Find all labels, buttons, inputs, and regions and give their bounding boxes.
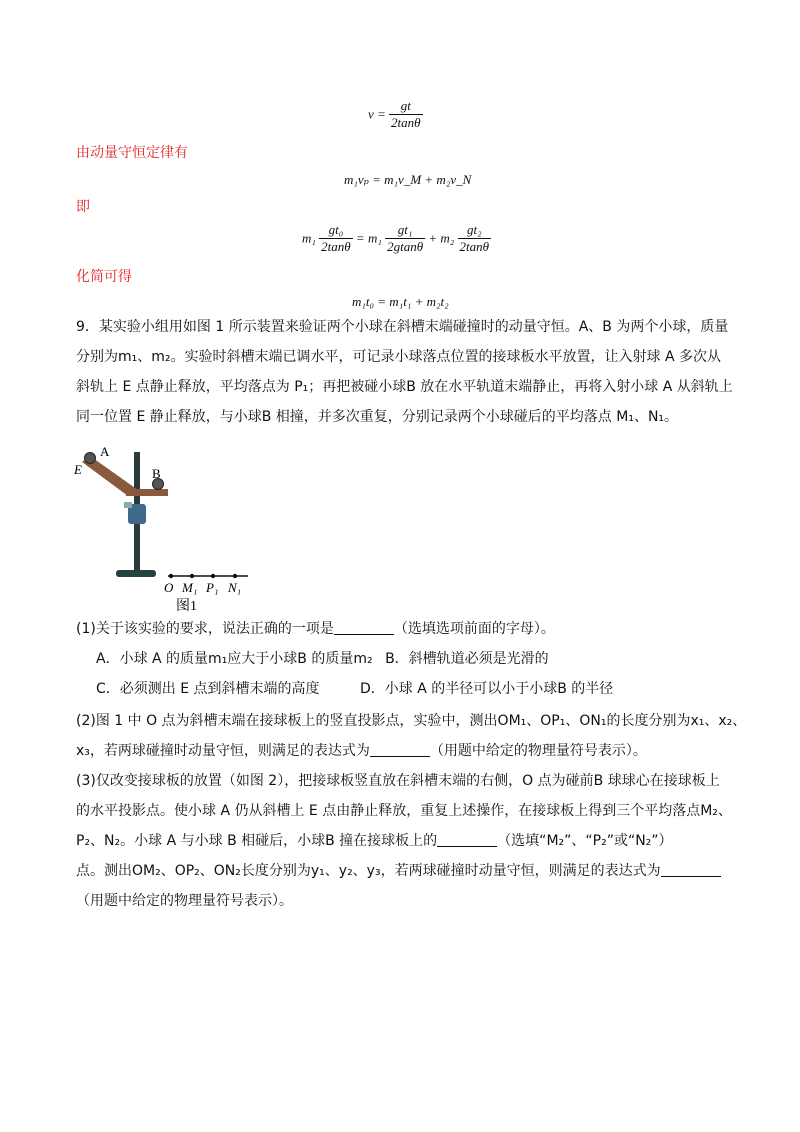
eq-exp-m1: m₁ bbox=[302, 230, 316, 246]
sub-question-1 bbox=[76, 614, 756, 704]
label-b: B bbox=[152, 466, 161, 481]
option-d: D．小球 A 的半径可以小于小球B 的半径 bbox=[359, 681, 614, 697]
sub2-line2 bbox=[76, 736, 766, 766]
label-n1: N₁ bbox=[228, 580, 242, 595]
sub3-line3 bbox=[76, 826, 766, 856]
frac1-num: gt₀ bbox=[319, 222, 353, 239]
frac2-den: 2gtanθ bbox=[387, 239, 424, 254]
q9-line2: 分别为m₁、m₂。实验时斜槽末端已调水平，可记录小球落点位置的接球板水平放置，让入射球 A 多次从 bbox=[76, 349, 721, 365]
label-momentum-conservation: 由动量守恒定律有 bbox=[76, 145, 188, 161]
point-o bbox=[169, 574, 173, 578]
label-ji: 即 bbox=[76, 199, 90, 215]
sub3-line1: (3)仅改变接球板的放置（如图 2），把接球板竖直放在斜槽末端的右侧，O 点为碰前B 球球心在接球板上 bbox=[76, 773, 720, 789]
sub3-blank-1[interactable] bbox=[437, 832, 497, 847]
eq-v-denominator: 2tanθ bbox=[391, 115, 421, 130]
sub1-stem: (1)关于该实验的要求，说法正确的一项是 bbox=[76, 621, 334, 637]
equation-expanded bbox=[302, 222, 491, 255]
frac3-num: gt₂ bbox=[458, 222, 492, 239]
label-simplify: 化简可得 bbox=[76, 269, 132, 285]
q9-line3: 斜轨上 E 点静止释放，平均落点为 P₁；再把被碰小球B 放在水平轨道末端静止，再将入射小球 A 从斜轨上 bbox=[76, 379, 733, 395]
option-a: A．小球 A 的质量m₁应大于小球B 的质量m₂ bbox=[96, 651, 373, 667]
sub3-line4 bbox=[76, 856, 766, 886]
sub-question-2 bbox=[76, 706, 766, 766]
sub3-line4a: 点。测出OM₂、OP₂、ON₂长度分别为y₁、y₂、y₃，若两球碰撞时动量守恒，则满足的表达式为 bbox=[76, 863, 661, 879]
eq-exp-frac2 bbox=[385, 222, 425, 255]
q9-line1: 9．某实验小组用如图 1 所示装置来验证两个小球在斜槽末端碰撞时的动量守恒。A、B 为两个小球，质量 bbox=[76, 319, 729, 335]
sub2-line1: (2)图 1 中 O 点为斜槽末端在接球板上的竖直投影点，实验中，测出OM₁、OP₁、ON₁的长度分别为x₁、x₂、 bbox=[76, 713, 747, 729]
sub-question-3 bbox=[76, 766, 766, 916]
frac3-den: 2tanθ bbox=[459, 239, 490, 254]
eq-exp-eq: = m₁ bbox=[355, 230, 382, 246]
sub1-options-row1 bbox=[76, 644, 756, 674]
figure-1-caption: 图1 bbox=[176, 599, 197, 614]
sub2-line2a: x₃，若两球碰撞时动量守恒，则满足的表达式为 bbox=[76, 743, 370, 759]
sub3-blank-2[interactable] bbox=[661, 862, 721, 877]
sub3-line5: （用题中给定的物理量符号表示）。 bbox=[76, 893, 293, 909]
eq-exp-frac1 bbox=[319, 222, 353, 255]
eq-v-lhs: v = bbox=[368, 106, 386, 122]
point-n1 bbox=[233, 574, 237, 578]
eq-exp-frac3 bbox=[458, 222, 492, 255]
equation-simplified: m₁t₀ = m₁t₁ + m₂t₂ bbox=[352, 294, 449, 309]
sub1-blank[interactable] bbox=[334, 620, 394, 635]
eq-exp-plus: + m₂ bbox=[428, 230, 455, 246]
sub3-line3a: P₂、N₂。小球 A 与小球 B 相碰后，小球B 撞在接球板上的 bbox=[76, 833, 438, 849]
sub3-line3b: （选填“M₂”、“P₂”或“N₂”） bbox=[497, 833, 673, 849]
ball-a bbox=[85, 453, 96, 464]
eq-v-fraction bbox=[389, 98, 423, 131]
q9-line4: 同一位置 E 静止释放，与小球B 相撞，并多次重复，分别记录两个小球碰后的平均落点 M₁、N₁。 bbox=[76, 409, 679, 425]
frac2-num: gt₁ bbox=[385, 222, 425, 239]
sub2-blank[interactable] bbox=[370, 742, 430, 757]
option-b: B．斜槽轨道必须是光滑的 bbox=[385, 651, 549, 667]
label-e: E bbox=[74, 462, 82, 477]
point-m1 bbox=[190, 574, 194, 578]
figure-1-apparatus bbox=[72, 446, 272, 616]
sub1-stem-tail: （选填选项前面的字母）。 bbox=[393, 621, 555, 637]
equation-momentum: m₁vₚ = m₁v_M + m₂v_N bbox=[344, 172, 472, 187]
sub1-options-row2 bbox=[76, 674, 756, 704]
label-a: A bbox=[100, 446, 110, 459]
sub2-line2b: （用题中给定的物理量符号表示）。 bbox=[429, 743, 647, 759]
horizontal-track bbox=[126, 489, 168, 496]
sub3-line2: 的水平投影点。使小球 A 仍从斜槽上 E 点由静止释放，重复上述操作，在接球板上得到三个平均落点M₂、 bbox=[76, 803, 732, 819]
frac1-den: 2tanθ bbox=[321, 239, 351, 254]
point-p1 bbox=[211, 574, 215, 578]
label-p1: P₁ bbox=[206, 580, 219, 595]
equation-velocity bbox=[368, 98, 423, 131]
option-c: C．必须测出 E 点到斜槽末端的高度 bbox=[96, 681, 320, 697]
eq-v-numerator: gt bbox=[389, 98, 423, 115]
label-o: O bbox=[164, 580, 174, 595]
question-9 bbox=[76, 312, 736, 432]
clamp-screw bbox=[124, 502, 132, 508]
sub1-stem-line bbox=[76, 614, 756, 644]
label-m1: M₁ bbox=[182, 580, 198, 595]
